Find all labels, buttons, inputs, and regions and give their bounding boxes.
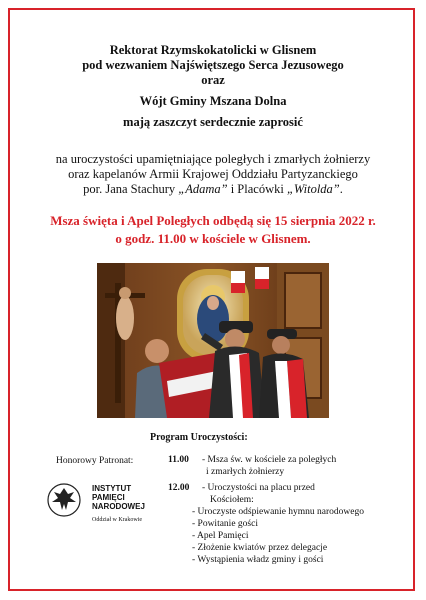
program-item	[168, 482, 408, 494]
ipn-line-2: PAMIĘCI	[92, 493, 125, 502]
program-text: - Apel Pamięci	[192, 531, 249, 541]
announcement-line-2: o godz. 11.00 w kościele w Glisnem.	[115, 231, 311, 246]
program-text: - Powitanie gości	[192, 519, 258, 529]
header-line-2: pod wezwaniem Najświętszego Serca Jezusowego	[82, 58, 344, 72]
program-title: Program Uroczystości:	[150, 432, 248, 443]
program-item	[168, 554, 408, 566]
program-item	[168, 494, 408, 506]
ipn-eagle-icon	[46, 482, 92, 518]
program-item	[168, 518, 408, 530]
program-text: Kościołem:	[210, 495, 254, 505]
invite-witolda: „Witolda”	[286, 182, 340, 196]
program-text: i zmarłych żołnierzy	[206, 467, 285, 477]
invite-line-3-pre: por. Jana Stachury	[83, 182, 179, 196]
header-line-1: Rektorat Rzymskokatolicki w Glisnem	[109, 43, 317, 57]
program-time: 11.00	[168, 455, 189, 465]
invite-adam: „Adama”	[178, 182, 228, 196]
ipn-line-3: NARODOWEJ	[92, 502, 145, 511]
program-text: - Wystąpienia władz gminy i gości	[192, 555, 324, 565]
program-item	[168, 466, 408, 478]
invite-line-1: na uroczystości upamiętniające poległych i zmarłych żołnierzy	[55, 152, 371, 166]
program-text: - Uroczyste odśpiewanie hymnu narodowego	[192, 507, 365, 517]
program-time: 12.00	[168, 483, 190, 493]
patronage-label: Honorowy Patronat:	[56, 456, 134, 466]
program-text: - Msza św. w kościele za poległych	[202, 455, 337, 465]
announcement-line-1: Msza święta i Apel Poległych odbędą się 15 sierpnia 2022 r.	[50, 213, 376, 228]
program-item	[168, 542, 408, 554]
program-item	[168, 454, 408, 466]
program-item	[168, 530, 408, 542]
program-item	[168, 506, 408, 518]
program-text: - Uroczystości na placu przed	[202, 483, 315, 493]
invite-line-3	[10, 182, 416, 196]
invite-line-3-post: .	[339, 182, 343, 196]
ceremony-photo	[97, 263, 329, 418]
header-line-3: oraz	[201, 73, 225, 87]
header-line-4: Wójt Gminy Mszana Dolna	[139, 94, 287, 108]
ipn-line-1: INSTYTUT	[92, 484, 132, 493]
invite-line-3-mid: i Placówki	[227, 182, 287, 196]
header-line-5: mają zaszczyt serdecznie zaprosić	[123, 115, 303, 129]
invite-line-2: oraz kapelanów Armii Krajowej Oddziału Partyzanckiego	[68, 167, 358, 181]
program-text: - Złożenie kwiatów przez delegacje	[192, 543, 328, 553]
ipn-name	[92, 484, 145, 511]
program-list	[168, 454, 408, 566]
ipn-branch: Oddział w Krakowie	[92, 517, 142, 523]
